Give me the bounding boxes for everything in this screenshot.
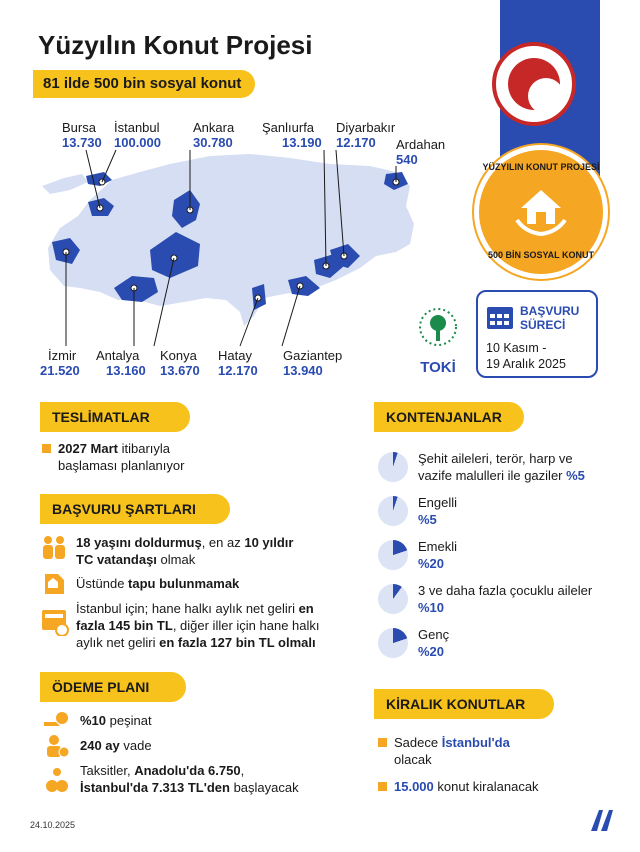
quota-pie (378, 628, 408, 658)
requirement-income: İstanbul için; hane halkı aylık net geliri en fazla 145 bin TL, diğer iller için hane halkı aylık net geliri en fazla 127 bin TL olmalı (76, 601, 320, 650)
ministry-seal-icon (492, 42, 576, 126)
city-sanliurfa: Şanlıurfa 13.190 (262, 120, 322, 150)
apply-title-2: SÜRECİ (520, 318, 566, 332)
delivery-text: 2027 Mart itibarıyla başlaması planlanıyor (58, 441, 185, 473)
quota-pie (378, 584, 408, 614)
calendar-icon (486, 304, 514, 330)
city-ardahan: Ardahan 540 (396, 137, 446, 167)
payment-heading: ÖDEME PLANI (40, 672, 186, 702)
requirements-heading: BAŞVURU ŞARTLARI (40, 494, 230, 524)
apply-date-end: 19 Aralık 2025 (486, 357, 566, 371)
city-diyarbakir: Diyarbakır 12.170 (336, 120, 396, 150)
application-period-box (476, 290, 598, 378)
map-thrace (42, 174, 88, 194)
quota-item: Engelli %5 (418, 495, 458, 527)
toki-label: TOKİ (420, 359, 456, 376)
bullet (42, 444, 51, 453)
income-icon (40, 606, 70, 636)
city-hatay: Hatay 12.170 (218, 348, 258, 378)
quota-item: Şehit aileleri, terör, harp ve vazife malulleri ile gaziler %5 (418, 451, 585, 483)
house-hands-icon (515, 184, 567, 236)
deed-icon (42, 572, 68, 596)
page-subtitle: 81 ilde 500 bin sosyal konut (33, 70, 255, 98)
quota-pie (378, 540, 408, 570)
quota-pie (378, 496, 408, 526)
payment-down: %10 peşinat (80, 713, 152, 728)
city-konya: Konya 13.670 (160, 348, 200, 378)
footer-date: 24.10.2025 (30, 820, 76, 830)
rental-count: 15.000 konut kiralanacak (394, 779, 539, 794)
quota-item: Genç %20 (418, 627, 450, 659)
payment-term: 240 ay vade (80, 738, 152, 753)
payment-installments: Taksitler, Anadolu'da 6.750, İstanbul'da 7.313 TL'den başlayacak (80, 763, 299, 795)
quota-item: Emekli %20 (418, 539, 458, 571)
hand-coin-icon (42, 710, 72, 730)
bullet (378, 782, 387, 791)
city-izmir: İzmir 21.520 (40, 348, 80, 378)
coins-icon (44, 764, 70, 794)
city-gaziantep: Gaziantep 13.940 (283, 348, 343, 378)
page-title: Yüzyılın Konut Projesi (38, 30, 313, 60)
badge-top-text: YÜZYILIN KONUT PROJESİ (482, 162, 600, 172)
person-money-icon (44, 734, 70, 758)
bullet (378, 738, 387, 747)
apply-date-start: 10 Kasım - (486, 341, 547, 355)
quotas-heading: KONTENJANLAR (374, 402, 524, 432)
requirement-age-citizenship: 18 yaşını doldurmuş, en az 10 yıldır TC vatandaşı olmak (76, 535, 294, 567)
apply-title-1: BAŞVURU (520, 304, 580, 318)
quota-pie (378, 452, 408, 482)
quota-item: 3 ve daha fazla çocuklu aileler %10 (418, 583, 593, 615)
delivery-heading: TESLİMATLAR (40, 402, 190, 432)
city-ankara: Ankara 30.780 (193, 120, 235, 150)
city-antalya: Antalya 13.160 (96, 348, 146, 378)
rental-heading: KİRALIK KONUTLAR (374, 689, 554, 719)
aa-logo-icon (588, 806, 616, 834)
badge-bottom-text: 500 BİN SOSYAL KONUT (487, 250, 595, 260)
city-bursa: Bursa 13.730 (62, 120, 102, 150)
rental-istanbul-only: Sadece İstanbul'da olacak (394, 735, 510, 767)
requirement-no-deed: Üstünde tapu bulunmamak (76, 576, 240, 591)
people-icon (40, 534, 68, 562)
city-istanbul: İstanbul 100.000 (114, 120, 161, 150)
turkey-map (30, 120, 450, 380)
project-badge (474, 145, 608, 279)
